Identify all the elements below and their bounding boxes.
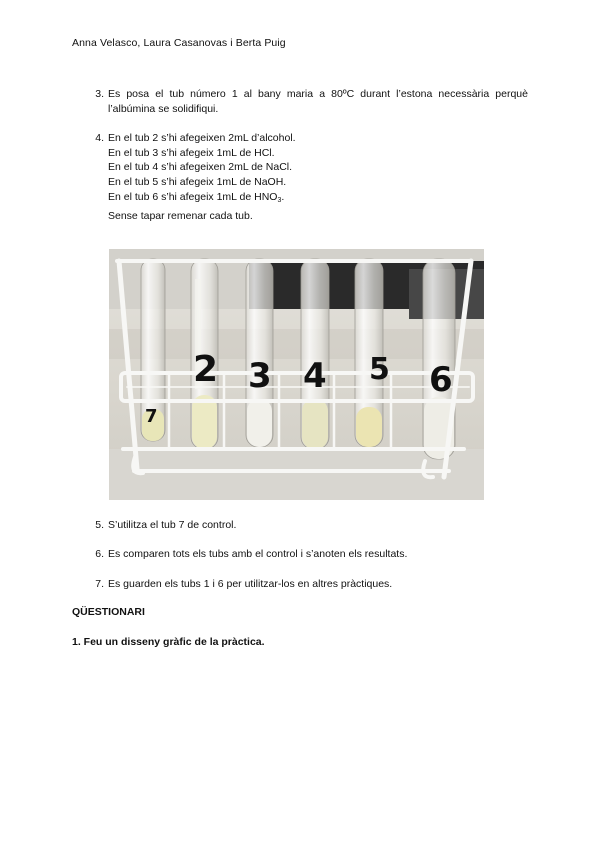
test-tubes-photo <box>109 249 484 500</box>
line-suffix: . <box>281 190 285 203</box>
step-number: 7. <box>95 578 104 590</box>
step-5 <box>90 518 528 533</box>
step-text: Es posa el tub número 1 al bany maria a 80ºC durant l’estona necessària perquè l’albúmina se solidifiqui. <box>108 88 528 115</box>
tube-label: 2 <box>193 349 219 390</box>
tube-label: 5 <box>369 352 390 387</box>
tube-label: 6 <box>429 360 453 400</box>
tube-label: 4 <box>303 356 327 396</box>
step-4-line: En el tub 3 s’hi afegeix 1mL de HCl. <box>108 146 275 159</box>
step-number: 6. <box>95 548 104 560</box>
page-header-authors: Anna Velasco, Laura Casanovas i Berta Puig <box>72 37 286 49</box>
section-title: QÜESTIONARI <box>72 606 145 618</box>
step-3 <box>90 87 528 116</box>
step-number: 3. <box>95 88 104 100</box>
step-number: 4. <box>95 132 104 144</box>
subscript: 3 <box>277 196 282 204</box>
step-4 <box>90 131 528 223</box>
tube-4 <box>301 259 329 449</box>
tube-label: 7 <box>145 406 158 427</box>
step-4-line: En el tub 2 s’hi afegeixen 2mL d’alcohol. <box>108 132 296 144</box>
question-1: 1. Feu un disseny gràfic de la pràctica. <box>72 636 265 648</box>
tube-label: 3 <box>248 356 272 396</box>
step-7 <box>90 577 528 592</box>
step-text: S’utilitza el tub 7 de control. <box>108 519 237 531</box>
step-4-line-hno3 <box>108 190 528 209</box>
step-6 <box>90 547 528 562</box>
step-4-line: En el tub 5 s’hi afegeix 1mL de NaOH. <box>108 176 287 189</box>
step-text: Es guarden els tubs 1 i 6 per utilitzar-los en altres pràctiques. <box>108 578 393 590</box>
step-4-line: En el tub 4 s’hi afegeixen 2mL de NaCl. <box>108 161 293 174</box>
line-text: En el tub 6 s’hi afegeix 1mL de HNO <box>108 190 278 203</box>
tube-3 <box>246 259 273 447</box>
step-number: 5. <box>95 519 104 531</box>
step-4-line: Sense tapar remenar cada tub. <box>108 209 253 222</box>
step-text: Es comparen tots els tubs amb el control i s’anoten els resultats. <box>108 548 408 560</box>
